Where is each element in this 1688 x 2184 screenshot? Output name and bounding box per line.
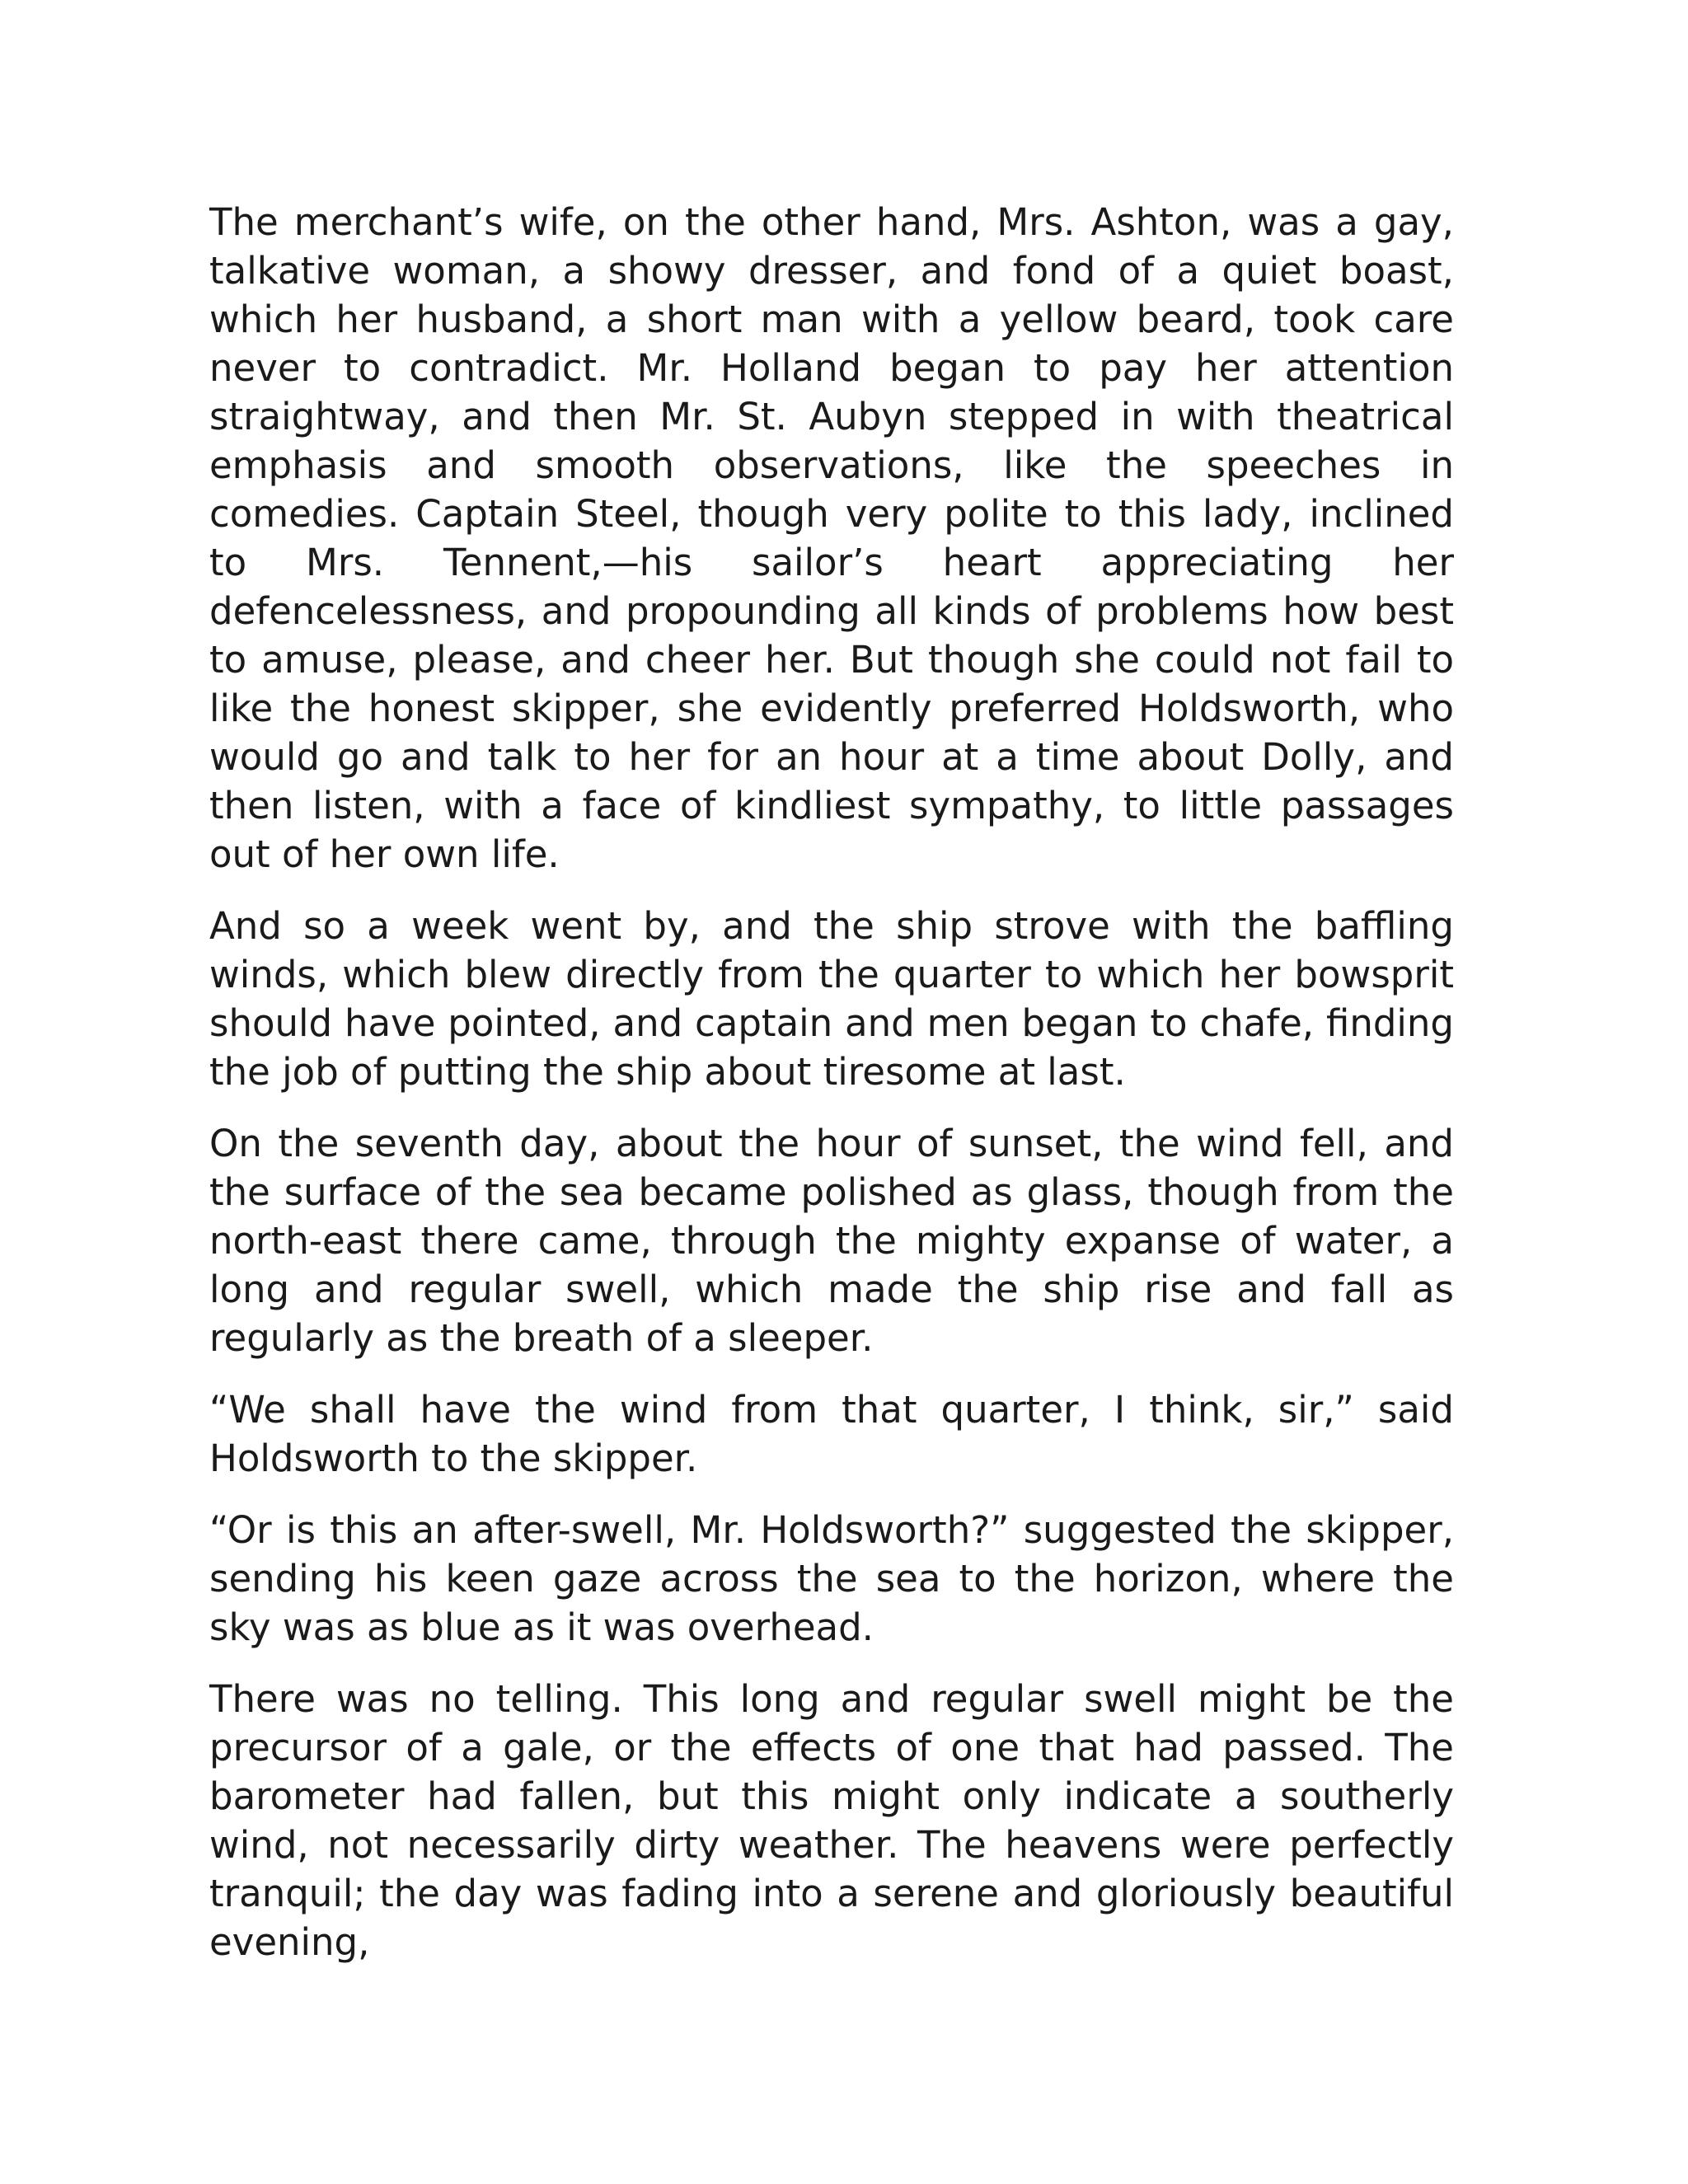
paragraph-6: There was no telling. This long and regular swell might be the precursor of a gale, or the effects of one that had passed. The barometer had fallen, but this might only indicate a southerly wind, not necessarily dirty weather. The heavens were perfectly tranquil; the day was fading into a serene and gloriously beautiful evening, xyxy=(209,1677,1454,1964)
paragraph-3: On the seventh day, about the hour of sunset, the wind fell, and the surface of the sea became polished as glass, though from the north-east there came, through the mighty expanse of water, a long and regular swell, which made the ship rise and fall as regularly as the breath of a sleeper. xyxy=(209,1122,1454,1360)
paragraph-5: “Or is this an after-swell, Mr. Holdsworth?” suggested the skipper, sending his keen gaze across the sea to the horizon, where the sky was as blue as it was overhead. xyxy=(209,1508,1454,1649)
paragraph-2: And so a week went by, and the ship strove with the baffling winds, which blew directly from the quarter to which her bowsprit should have pointed, and captain and men began to chafe, finding the job of putting the ship about tiresome at last. xyxy=(209,904,1454,1094)
paragraph-4: “We shall have the wind from that quarter, I think, sir,” said Holdsworth to the skipper. xyxy=(209,1388,1454,1480)
page-body xyxy=(209,198,1454,1966)
paragraph-1: The merchant’s wife, on the other hand, Mrs. Ashton, was a gay, talkative woman, a showy dresser, and fond of a quiet boast, which her husband, a short man with a yellow beard, took care never to contradict. Mr. Holland began to pay her attention straightway, and then Mr. St. Aubyn stepped in with theatrical emphasis and smooth observations, like the speeches in comedies. Captain Steel, though very polite to this lady, inclined to Mrs. Tennent,—his sailor’s heart appreciating her defencelessness, and propounding all kinds of problems how best to amuse, please, and cheer her. But though she could not fail to like the honest skipper, she evidently preferred Holdsworth, who would go and talk to her for an hour at a time about Dolly, and then listen, with a face of kindliest sympathy, to little passages out of her own life. xyxy=(209,200,1454,876)
